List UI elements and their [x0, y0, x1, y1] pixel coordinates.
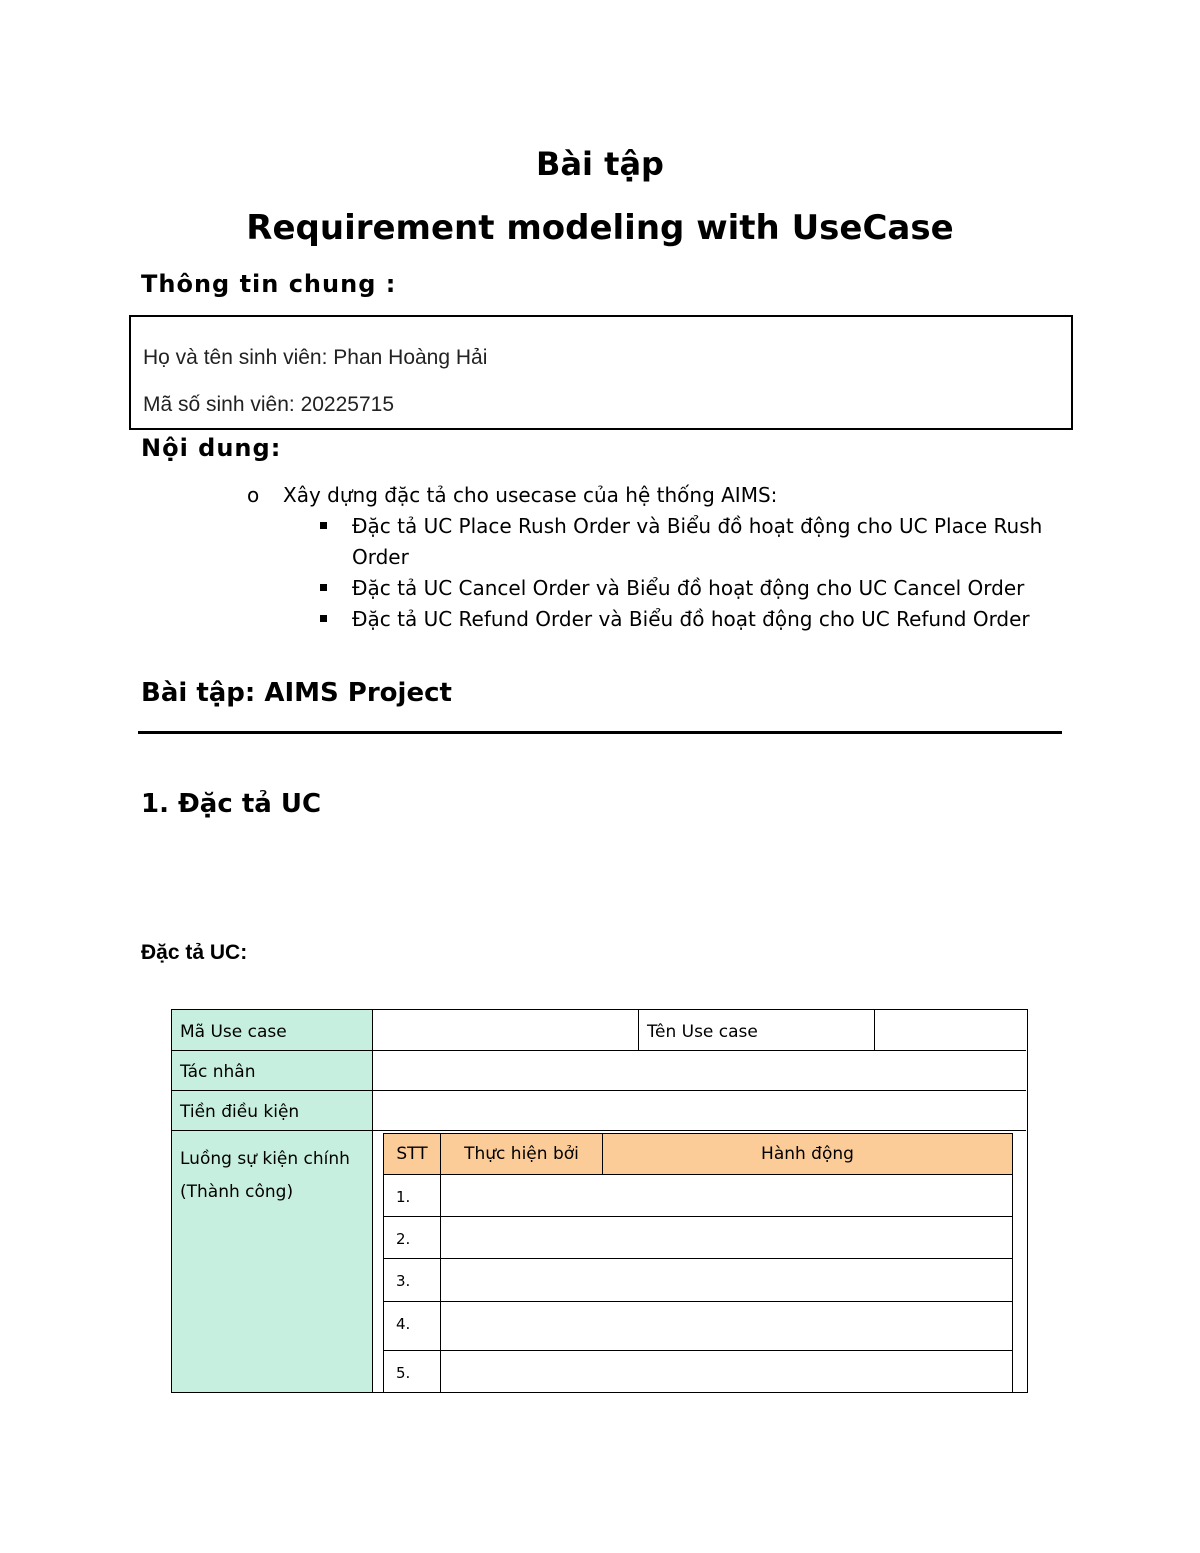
document-title: Bài tập — [536, 145, 664, 183]
step-number: 5. — [383, 1351, 440, 1392]
student-info-box — [129, 315, 1073, 430]
uc-code-label: Mã Use case — [172, 1010, 372, 1051]
subitem-2: Đặc tả UC Cancel Order và Biểu đồ hoạt động cho UC Cancel Order — [352, 576, 1025, 600]
main-flow-label: Luồng sự kiện chính (Thành công) — [172, 1131, 372, 1392]
step-content — [440, 1259, 1013, 1302]
step-content — [440, 1175, 1013, 1217]
project-heading: Bài tập: AIMS Project — [141, 678, 452, 708]
uc-name-label: Tên Use case — [638, 1010, 874, 1051]
step-number: 4. — [383, 1302, 440, 1351]
spec-label: Đặc tả UC: — [141, 941, 248, 964]
task-marker: o — [247, 483, 260, 507]
task-text: Xây dựng đặc tả cho usecase của hệ thống AIMS: — [283, 483, 778, 507]
actor-value — [372, 1051, 1026, 1091]
step-number: 3. — [383, 1259, 440, 1302]
step-content — [440, 1351, 1013, 1392]
main-flow-container — [372, 1131, 1026, 1392]
subitem-1: Đặc tả UC Place Rush Order và Biểu đồ hoạt động cho UC Place Rush Order — [352, 514, 1043, 569]
content-heading: Nội dung: — [141, 434, 282, 462]
square-bullet-icon — [320, 615, 327, 622]
square-bullet-icon — [320, 522, 327, 529]
uc-name-value — [874, 1010, 1026, 1051]
student-id: Mã số sinh viên: 20225715 — [143, 393, 395, 416]
col-actor: Thực hiện bởi — [440, 1133, 602, 1175]
square-bullet-icon — [320, 584, 327, 591]
use-case-table — [171, 1009, 1028, 1393]
step-content — [440, 1217, 1013, 1259]
general-info-heading: Thông tin chung : — [141, 270, 397, 298]
step-number: 2. — [383, 1217, 440, 1259]
precondition-value — [372, 1091, 1026, 1131]
section-1-heading: 1. Đặc tả UC — [141, 789, 322, 819]
student-name: Họ và tên sinh viên: Phan Hoàng Hải — [143, 346, 488, 369]
col-stt: STT — [383, 1133, 440, 1175]
col-action: Hành động — [602, 1133, 1013, 1175]
uc-code-value — [372, 1010, 638, 1051]
actor-label: Tác nhân — [172, 1051, 372, 1091]
step-number: 1. — [383, 1175, 440, 1217]
step-content — [440, 1302, 1013, 1351]
precondition-label: Tiền điều kiện — [172, 1091, 372, 1131]
horizontal-rule — [138, 731, 1062, 734]
subitem-3: Đặc tả UC Refund Order và Biểu đồ hoạt động cho UC Refund Order — [352, 607, 1030, 631]
document-subtitle: Requirement modeling with UseCase — [246, 208, 954, 248]
